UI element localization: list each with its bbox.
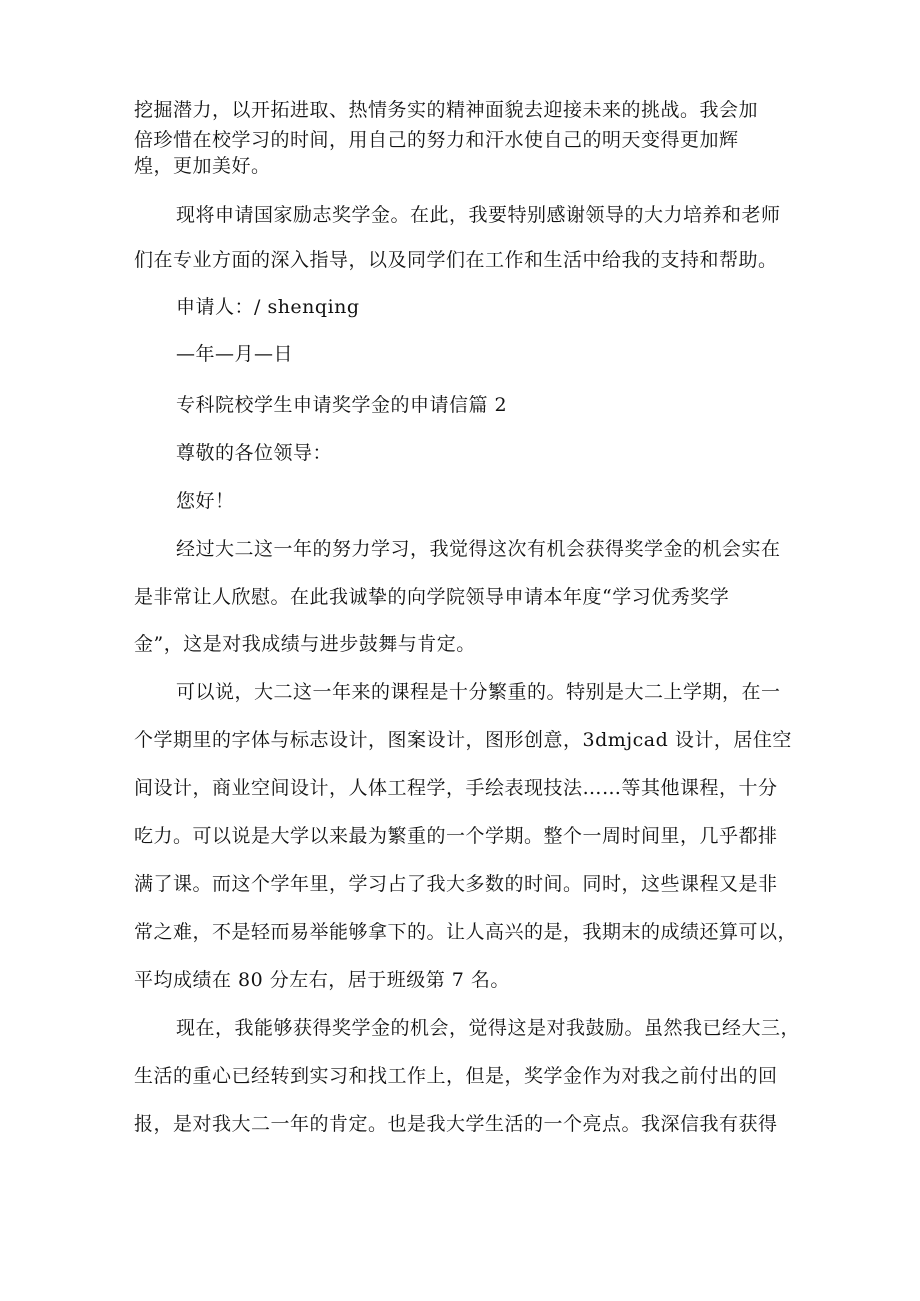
text-line: —年—月—日 <box>176 343 294 365</box>
text-line: 煌，更加美好。 <box>134 155 271 177</box>
text-line: 挖掘潜力，以开拓进取、热情务实的精神面貌去迎接未来的挑战。我会加 <box>134 99 759 121</box>
text-line: 经过大二这一年的努力学习，我觉得这次有机会获得奖学金的机会实在 <box>176 538 781 560</box>
text-line: 现将申请国家励志奖学金。在此，我要特别感谢领导的大力培养和老师 <box>176 204 781 226</box>
text-line: 报，是对我大二一年的肯定。也是我大学生活的一个亮点。我深信我有获得 <box>134 1113 778 1135</box>
section-heading: 专科院校学生申请奖学金的申请信篇 2 <box>176 394 508 416</box>
text-line: 吃力。可以说是大学以来最为繁重的一个学期。整个一周时间里，几乎都排 <box>134 825 778 847</box>
text-line: 间设计，商业空间设计，人体工程学，手绘表现技法……等其他课程，十分 <box>134 777 778 799</box>
text-line: 金”，这是对我成绩与进步鼓舞与肯定。 <box>134 633 476 655</box>
text-line: 是非常让人欣慰。在此我诚挚的向学院领导申请本年度“学习优秀奖学 <box>134 586 730 608</box>
text-line: 们在专业方面的深入指导，以及同学们在工作和生活中给我的支持和帮助。 <box>134 249 778 271</box>
text-line: 可以说，大二这一年来的课程是十分繁重的。特别是大二上学期，在一 <box>176 681 781 703</box>
greeting: 您好！ <box>176 490 235 512</box>
text-line: 平均成绩在 80 分左右，居于班级第 7 名。 <box>134 969 510 991</box>
text-line: 倍珍惜在校学习的时间，用自己的努力和汗水使自己的明天变得更加辉 <box>134 129 739 151</box>
salutation: 尊敬的各位领导： <box>176 442 333 464</box>
text-line: 申请人：/ shenqing <box>176 296 360 318</box>
text-line: 生活的重心已经转到实习和找工作上，但是，奖学金作为对我之前付出的回 <box>134 1065 778 1087</box>
text-line: 常之难，不是轻而易举能够拿下的。让人高兴的是，我期末的成绩还算可以， <box>134 921 798 943</box>
text-line: 现在，我能够获得奖学金的机会，觉得这是对我鼓励。虽然我已经大三， <box>176 1017 801 1039</box>
text-line: 满了课。而这个学年里，学习占了我大多数的时间。同时，这些课程又是非 <box>134 873 778 895</box>
text-line: 个学期里的字体与标志设计，图案设计，图形创意，3dmjcad 设计，居住空 <box>134 729 792 751</box>
